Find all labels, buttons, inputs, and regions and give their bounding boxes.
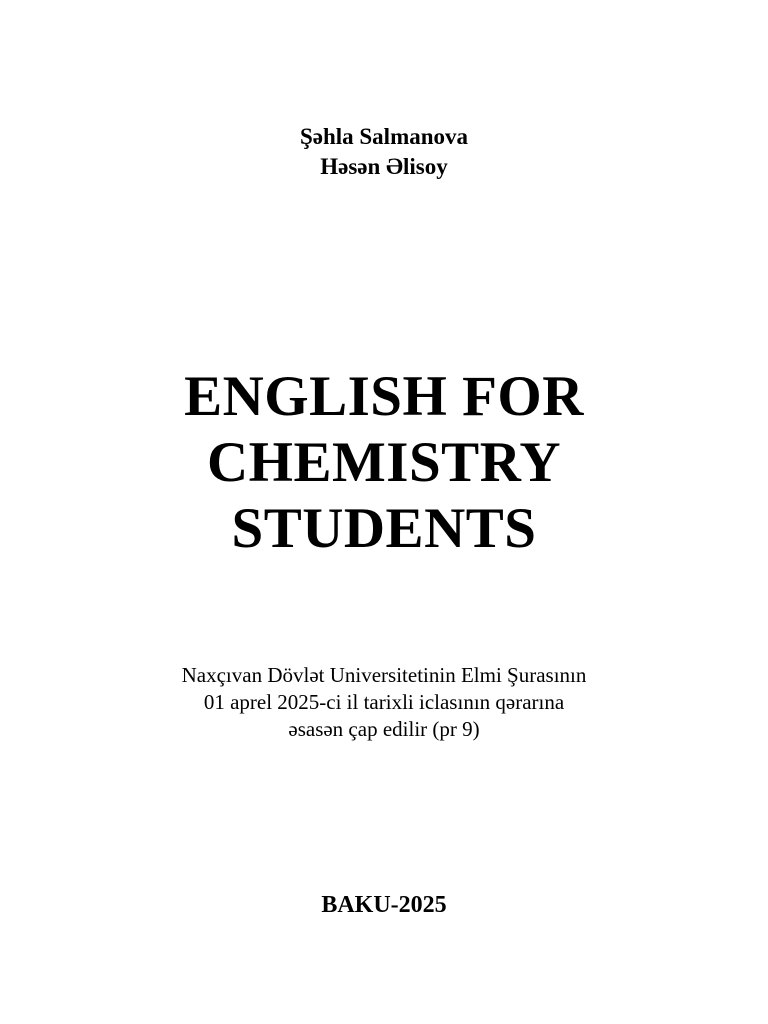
approval-line: 01 aprel 2025-ci il tarixli iclasının qərarına	[203, 690, 565, 714]
book-title-line: ENGLISH FOR	[184, 365, 584, 428]
book-title	[0, 364, 768, 562]
author-name: Şəhla Salmanova	[299, 124, 469, 149]
book-title-line: STUDENTS	[231, 497, 537, 560]
book-title-line: CHEMISTRY	[206, 431, 562, 494]
approval-line: Naxçıvan Dövlət Universitetinin Elmi Şurasının	[181, 663, 587, 687]
author-name: Həsən Əlisoy	[320, 154, 448, 179]
place-and-year: BAKU-2025	[321, 892, 447, 918]
author-list	[0, 122, 768, 182]
approval-line: əsasən çap edilir (pr 9)	[288, 717, 480, 741]
approval-note	[0, 662, 768, 743]
